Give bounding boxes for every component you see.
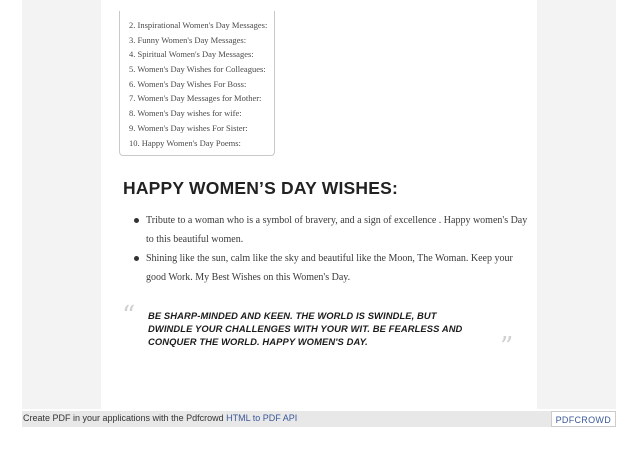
toc-link[interactable]: 6. Women's Day Wishes For Boss: [129, 78, 247, 89]
list-item [133, 211, 528, 249]
list-item-text: Shining like the sun, calm like the sky and beautiful like the Moon, The Woman. Keep your good Work. My Best Wishes on this Women's Day. [146, 253, 513, 283]
blockquote: BE SHARP-MINDED AND KEEN. THE WORLD IS SWINDLE, BUT DWINDLE YOUR CHALLENGES WITH YOUR WIT. BE FEARLESS AND CONQUER THE WORLD. HAPPY WOMEN'S DAY. [148, 310, 463, 348]
open-quote-icon: “ [122, 301, 136, 331]
pdf-footer-bar [22, 411, 616, 427]
toc-link[interactable]: 8. Women's Day wishes for wife: [129, 108, 242, 119]
footer-prefix: Create PDF in your applications with the Pdfcrowd [23, 413, 224, 423]
list-item-text: Tribute to a woman who is a symbol of bravery, and a sign of excellence . Happy women's Day to this beautiful women. [146, 215, 528, 245]
table-of-contents [119, 11, 275, 156]
toc-link[interactable]: 5. Women's Day Wishes for Colleagues: [129, 64, 266, 75]
toc-link[interactable]: 10. Happy Women's Day Poems: [129, 137, 241, 148]
bullet-icon [134, 218, 139, 223]
toc-link[interactable]: 3. Funny Women's Day Messages: [129, 34, 247, 45]
toc-link[interactable]: 9. Women's Day wishes For Sister: [129, 122, 248, 133]
toc-list [129, 18, 267, 150]
bullet-icon [134, 256, 139, 261]
close-quote-icon: ” [500, 332, 514, 362]
pdfcrowd-logo-button[interactable]: PDFCROWD [551, 411, 616, 427]
footer-text [23, 413, 297, 423]
html-to-pdf-link[interactable]: HTML to PDF API [226, 413, 298, 423]
list-item [133, 249, 528, 287]
toc-link[interactable]: 4. Spiritual Women's Day Messages: [129, 49, 254, 60]
section-heading: HAPPY WOMEN’S DAY WISHES: [123, 178, 399, 198]
toc-link[interactable]: 7. Women's Day Messages for Mother: [129, 93, 262, 104]
toc-link[interactable]: 2. Inspirational Women's Day Messages: [129, 20, 268, 30]
wishes-list [133, 211, 528, 287]
